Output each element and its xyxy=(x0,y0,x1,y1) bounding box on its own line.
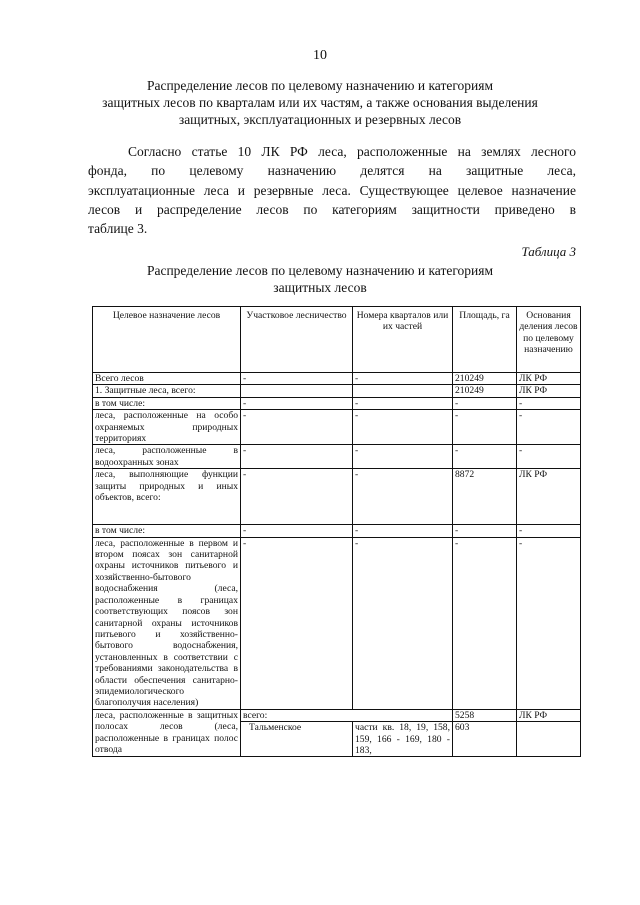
cell-purpose: леса, расположенные в первом и втором поясах зон санитарной охраны источников питьевого и хозяйственно-бытового водоснабжения (леса, расположенные в границах соответствующих поясов зон санитарной охраны источников питьевого и хозяйственно-бытового водоснабжения, установленных в соответствии с требованиями законодательства в области обеспечения санитарно-эпидемиологического благополучия населения) xyxy=(93,537,241,709)
cell-area: 210249 xyxy=(453,373,517,385)
cell-area: - xyxy=(453,445,517,469)
cell-quarters: - xyxy=(353,397,453,409)
cell-area: - xyxy=(453,397,517,409)
cell-basis xyxy=(517,722,581,757)
table-row xyxy=(93,397,581,409)
cell-basis: - xyxy=(517,537,581,709)
paragraph-line: эксплуатационные леса и резервные леса. Существующее целевое назначение xyxy=(88,182,576,198)
cell-forestry: - xyxy=(241,525,353,537)
cell-basis: - xyxy=(517,445,581,469)
body-paragraph xyxy=(88,142,576,238)
cell-purpose: в том числе: xyxy=(93,397,241,409)
cell-forestry: всего: xyxy=(241,709,353,721)
cell-purpose: леса, расположенные на особо охраняемых природных территориях xyxy=(93,410,241,445)
cell-area: 8872 xyxy=(453,469,517,525)
cell-area: 210249 xyxy=(453,385,517,397)
cell-forestry xyxy=(241,385,353,397)
cell-forestry: - xyxy=(241,469,353,525)
cell-purpose: 1. Защитные леса, всего: xyxy=(93,385,241,397)
cell-forestry: - xyxy=(241,410,353,445)
cell-basis: - xyxy=(517,397,581,409)
table-row xyxy=(93,537,581,709)
cell-area: - xyxy=(453,410,517,445)
heading-line: Распределение лесов по целевому назначению и категориям xyxy=(146,78,494,93)
cell-area: - xyxy=(453,525,517,537)
cell-purpose: леса, расположенные в водоохранных зонах xyxy=(93,445,241,469)
cell-quarters xyxy=(353,709,453,721)
cell-quarters: - xyxy=(353,525,453,537)
table-caption: Таблица 3 xyxy=(521,244,576,259)
cell-forestry: - xyxy=(241,445,353,469)
header-quarters: Номера кварталов или их частей xyxy=(353,307,453,373)
cell-basis: - xyxy=(517,410,581,445)
cell-quarters: - xyxy=(353,373,453,385)
cell-basis: ЛК РФ xyxy=(517,469,581,525)
cell-area: 603 xyxy=(453,722,517,757)
paragraph-line: таблице 3. xyxy=(88,221,148,237)
cell-quarters: - xyxy=(353,410,453,445)
cell-basis: - xyxy=(517,525,581,537)
cell-quarters xyxy=(353,385,453,397)
cell-basis: ЛК РФ xyxy=(517,373,581,385)
cell-area: 5258 xyxy=(453,709,517,721)
cell-forestry: - xyxy=(241,397,353,409)
table-title-line: Распределение лесов по целевому назначению и категориям xyxy=(146,263,494,278)
cell-forestry: Тальменское xyxy=(241,722,353,757)
cell-forestry: - xyxy=(241,537,353,709)
paragraph-line: фонда, по целевому назначению делятся на защитные леса, xyxy=(88,163,576,179)
table-row xyxy=(93,373,581,385)
page-number: 10 xyxy=(313,48,327,63)
table-header-row xyxy=(93,307,581,373)
cell-purpose: леса, расположенные в защитных полосах лесов (леса, расположенные в границах полос отвода xyxy=(93,709,241,757)
header-area: Площадь, га xyxy=(453,307,517,373)
header-purpose: Целевое назначение лесов xyxy=(93,307,241,373)
table-row xyxy=(93,709,581,721)
cell-purpose: в том числе: xyxy=(93,525,241,537)
section-heading xyxy=(60,77,580,128)
header-basis: Основания деления лесов по целевому назначению xyxy=(517,307,581,373)
table-title xyxy=(60,262,580,296)
cell-forestry: - xyxy=(241,373,353,385)
paragraph-line: Согласно статье 10 ЛК РФ леса, расположенные на землях лесного xyxy=(128,144,576,159)
cell-quarters: части кв. 18, 19, 158, 159, 166 - 169, 180 - 183, xyxy=(353,722,453,757)
cell-basis: ЛК РФ xyxy=(517,385,581,397)
paragraph-line: лесов и распределение лесов по категориям защитности приведено в xyxy=(88,201,576,217)
table-row xyxy=(93,445,581,469)
table-row xyxy=(93,410,581,445)
table-title-line: защитных лесов xyxy=(273,280,367,295)
heading-line: защитных лесов по кварталам или их частям, а также основания выделения xyxy=(102,95,538,110)
cell-quarters: - xyxy=(353,537,453,709)
table-row xyxy=(93,385,581,397)
cell-purpose: Всего лесов xyxy=(93,373,241,385)
cell-purpose: леса, выполняющие функции защиты природных и иных объектов, всего: xyxy=(93,469,241,525)
cell-area: - xyxy=(453,537,517,709)
heading-line: защитных, эксплуатационных и резервных лесов xyxy=(178,112,462,127)
cell-basis: ЛК РФ xyxy=(517,709,581,721)
cell-quarters: - xyxy=(353,469,453,525)
table-row xyxy=(93,469,581,525)
header-forestry: Участковое лесничество xyxy=(241,307,353,373)
cell-quarters: - xyxy=(353,445,453,469)
table-row xyxy=(93,525,581,537)
forest-distribution-table xyxy=(92,306,581,757)
